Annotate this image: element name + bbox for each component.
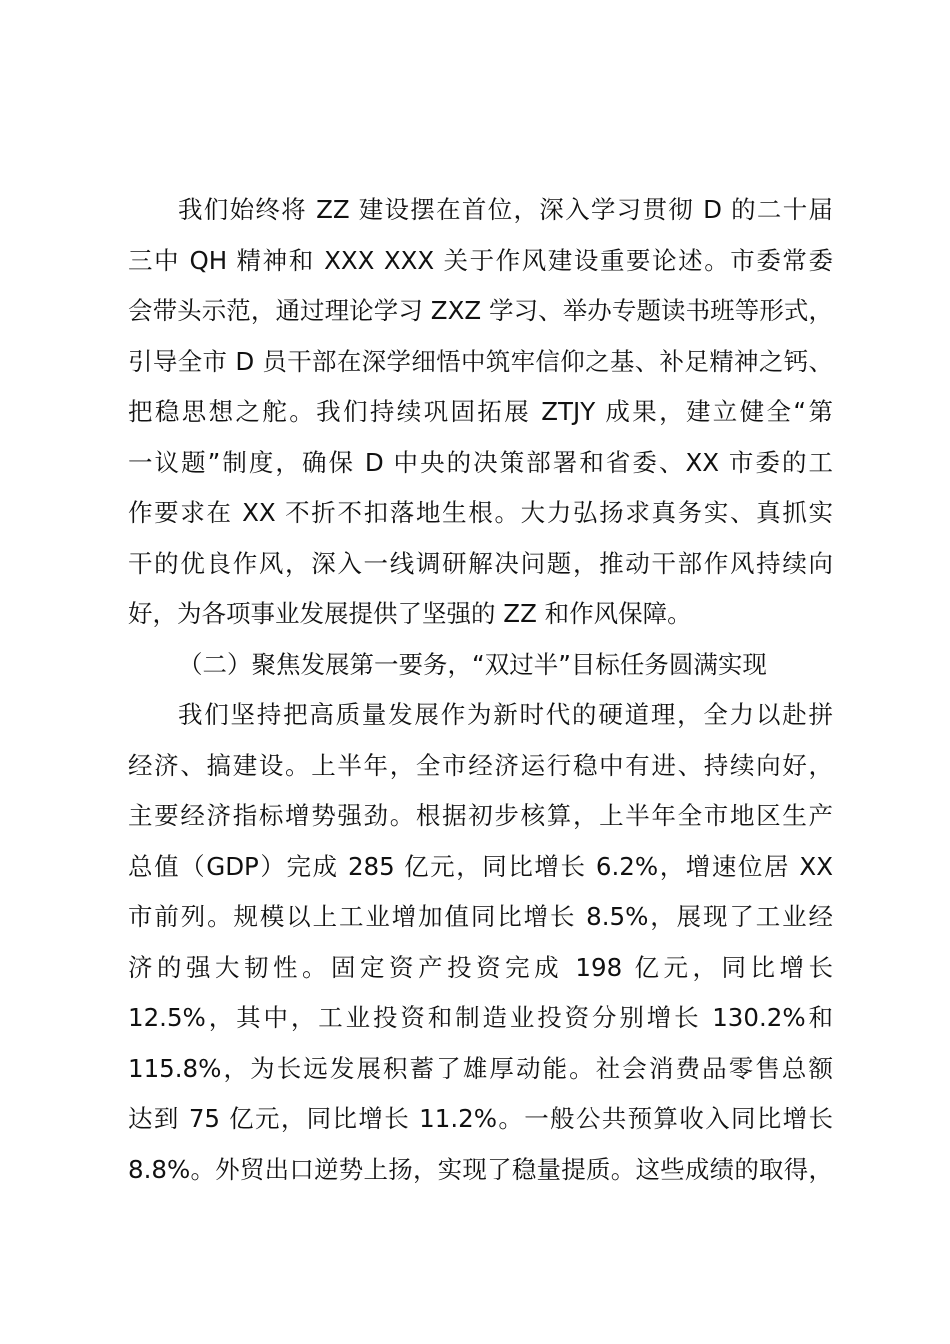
- text-line: 作要求在 XX 不折不扣落地生根。大力弘扬求真务实、真抓实: [128, 498, 833, 527]
- text-line: 115.8%，为长远发展积蓄了雄厚动能。社会消费品零售总额: [128, 1053, 833, 1083]
- text-line: 一议题”制度，确保 D 中央的决策部署和省委、XX 市委的工: [128, 447, 833, 477]
- text-line: 好，为各项事业发展提供了坚强的 ZZ 和作风保障。: [128, 599, 692, 628]
- text-line: 把稳思想之舵。我们持续巩固拓展 ZTJY 成果，建立健全“第: [128, 397, 833, 426]
- text-line: 我们坚持把高质量发展作为新时代的硬道理，全力以赴拼: [178, 700, 833, 729]
- text-line: 8.8%。外贸出口逆势上扬，实现了稳量提质。这些成绩的取得，: [128, 1154, 833, 1184]
- text-line: 12.5%，其中，工业投资和制造业投资分别增长 130.2%和: [128, 1003, 833, 1032]
- text-line: 会带头示范，通过理论学习 ZXZ 学习、举办专题读书班等形式，: [128, 296, 833, 325]
- text-line: 市前列。规模以上工业增加值同比增长 8.5%，展现了工业经: [128, 902, 833, 931]
- paragraph-economic-development: [128, 690, 833, 1195]
- paragraph-zz-construction: [128, 185, 833, 640]
- text-line: 我们始终将 ZZ 建设摆在首位，深入学习贯彻 D 的二十届: [178, 195, 833, 224]
- text-line: 主要经济指标增势强劲。根据初步核算，上半年全市地区生产: [128, 801, 833, 830]
- text-line: 引导全市 D 员干部在深学细悟中筑牢信仰之基、补足精神之钙、: [128, 346, 833, 376]
- section-heading: [128, 640, 833, 691]
- heading-line: （二）聚焦发展第一要务，“双过半”目标任务圆满实现: [178, 649, 767, 679]
- text-line: 济的强大韧性。固定资产投资完成 198 亿元，同比增长: [128, 952, 833, 982]
- text-line: 三中 QH 精神和 XXX XXX 关于作风建设重要论述。市委常委: [128, 245, 833, 275]
- document-body: [128, 185, 833, 1195]
- text-line: 干的优良作风，深入一线调研解决问题，推动干部作风持续向: [128, 548, 833, 578]
- text-line: 总值（GDP）完成 285 亿元，同比增长 6.2%，增速位居 XX: [128, 851, 833, 881]
- text-line: 达到 75 亿元，同比增长 11.2%。一般公共预算收入同比增长: [128, 1104, 833, 1133]
- text-line: 经济、搞建设。上半年，全市经济运行稳中有进、持续向好，: [128, 750, 833, 780]
